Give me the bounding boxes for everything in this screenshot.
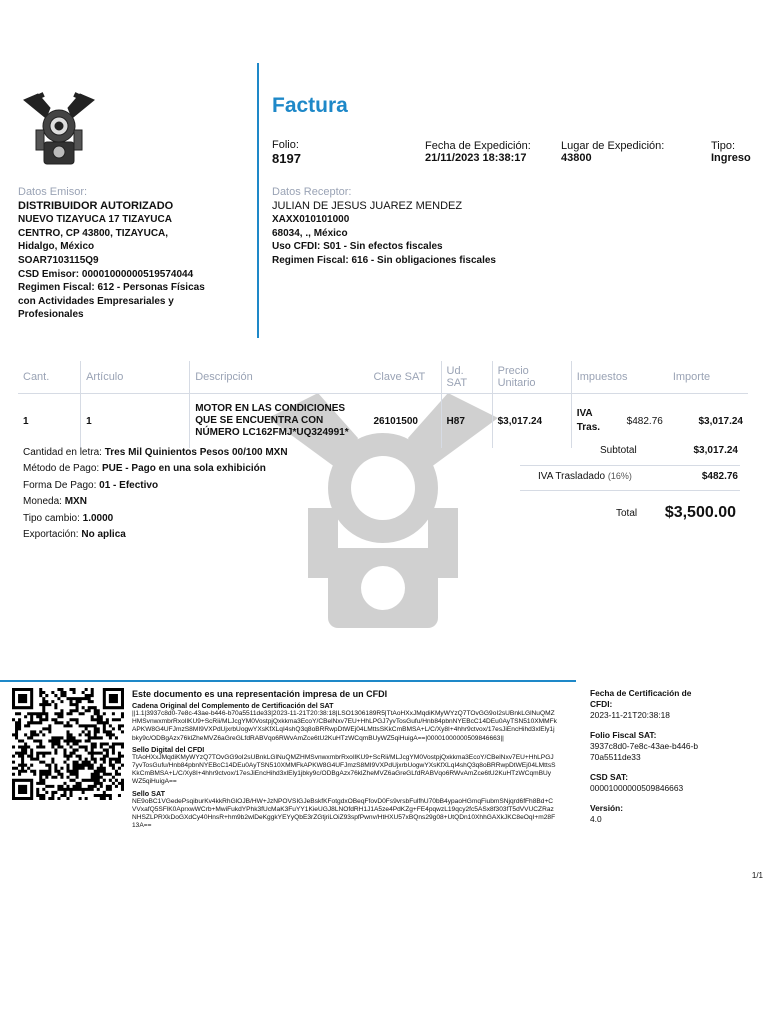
lugar-value: 43800 [561,152,592,164]
fecha-cell [425,140,531,164]
total-row [520,500,740,530]
qr-code [12,688,124,800]
iva-label: IVA Trasladado [538,471,606,482]
folio-value: 8197 [272,151,301,166]
impuesto-nombre: IVA Tras. [576,408,601,433]
cfdi-details [132,689,557,830]
emisor-csd: CSD Emisor: 00001000000519574044 [18,268,194,280]
folio-fiscal-label: Folio Fiscal SAT: [590,730,657,740]
cantidad-letra-value: Tres Mil Quinientos Pesos 00/100 MXN [104,447,288,458]
csd-sat-label: CSD SAT: [590,772,628,782]
footer-heading: Este documento es una representación impresa de un CFDI [132,689,388,699]
emisor-rfc: SOAR7103115Q9 [18,254,99,266]
fecha-value: 21/11/2023 18:38:17 [425,152,527,164]
tipo-label: Tipo: [711,140,736,152]
col-cant: Cant. [18,361,81,394]
csd-sat-value: 00001000000509846663 [590,783,684,793]
cadena-value: ||1.1|3937c8d0-7e8c-43ae-b446-b70a5511de33|2023-11-21T20:38:18|LSO1306189R5|TtAoHXxJMqdiKMyWYzQ7TOvGG9oI2sUBnkLGlNuQMZHMSvnwxmbrRxoIlKU9+ScRii/MLJcgYM0VostpjQxkkma3EcoY/CBelNxv7EU+HhLPGJ7yvTosGufu/Hnb84pbnNYEBcC14DEu0AyTSN510XMMFkAPKW8G4UFJmzS8MI9VXPdUjxrbUogwYXsKfXLqI4shQ3q8oBRRwpDtWEj04LMttsSKkCmBMSA+L/C/Xy8I+4hhr9ctvox/17esJiEncHihd3xlEly1jbky9c/ODBgAzx76klZheMVZ6aGreGLfdRABVqo6RWvAmZce6tU2KuHTzWCqmBUyWZ5qiHuigA==|00001000000509846663|| [132,710,557,742]
header-divider [257,63,259,338]
total-value: $3,500.00 [664,504,736,521]
col-precio: Precio Unitario [492,361,571,394]
items-table [18,361,748,448]
sello-sat-value: NE9oBC1VGedePsqiburKv4kkRhGlOJB/HW+JzNPOVSIGJeBskfKFotgdxOBeqFfovD0Fs9vrsbFulfhU70bB4ypaoHGmqFiubmSNjqrd6fFh8Bd+CVVxafQ5SFlK0AprxwWCrb+MwiFukdYPhk3fUcMaK3FuYY1KieUGJ8LNOfdRH1J1A5ze4PdKZg+FE4pqwzL19qcy2fc5ASx8f303fT5dVVUCZRazNHSZLPRXkDoGXdCy40HnsR+hm9b2wlDeKggkYEYyQbE3rZGtjriLOiZ93spfPwnv/HtHXU57xBQns29g08+UtQDn10XhhGAXkJKC8eOqI+m28F13A== [132,797,556,830]
page-number: 1/1 [751,871,763,880]
tipo-cambio-value: 1.0000 [82,512,114,524]
emisor-direccion2: CENTRO, CP 43800, TIZAYUCA, [18,227,169,239]
forma-value: 01 - Efectivo [99,479,159,491]
table-header-row [18,361,748,394]
col-articulo: Artículo [81,361,190,394]
fecha-label: Fecha de Expedición: [425,140,531,152]
cell-clave: 26101500 [373,415,418,427]
sello-cfdi-label: Sello Digital del CFDI [132,744,205,754]
emisor-regimen1: Regimen Fiscal: 612 - Personas Físicas [18,282,205,294]
cantidad-letra-label: Cantidad en letra: [23,447,102,458]
lugar-label: Lugar de Expedición: [561,140,665,152]
certification-block [590,688,700,825]
receptor-nombre: JULIAN DE JESUS JUAREZ MENDEZ [272,199,463,212]
receptor-rfc: XAXX010101000 [272,214,350,226]
emisor-regimen2: con Actividades Empresariales y [18,295,174,307]
cert-fecha-value: 2023-11-21T20:38:18 [590,710,670,720]
page-title: Factura [272,94,348,117]
emisor-block [18,186,243,322]
folio-cell [272,139,301,166]
emisor-direccion3: Hidalgo, México [18,241,95,253]
receptor-block [272,186,572,268]
summary-block [23,445,288,543]
tipo-cell [711,140,751,164]
receptor-regimen: Regimen Fiscal: 616 - Sin obligaciones fiscales [272,254,496,266]
engine-logo [20,90,98,170]
lugar-cell [561,140,664,164]
col-importe: Importe [668,361,748,394]
exportacion-label: Exportación: [23,529,79,541]
col-clave: Clave SAT [368,361,441,394]
iva-rate: (16%) [607,471,632,481]
cell-importe: $3,017.24 [698,415,743,427]
iva-row [520,465,740,491]
emisor-direccion1: NUEVO TIZAYUCA 17 TIZAYUCA [18,214,172,226]
cadena-label: Cadena Original del Complemento de Certificación del SAT [132,701,334,710]
receptor-uso: Uso CFDI: S01 - Sin efectos fiscales [272,241,443,253]
emisor-regimen3: Profesionales [18,309,84,321]
impuesto-monto: $482.76 [626,415,663,427]
subtotal-label: Subtotal [600,445,637,456]
cert-fecha-label: Fecha de Certificación de CFDI: [590,688,692,709]
cell-precio: $3,017.24 [492,394,571,449]
metodo-label: Método de Pago: [23,463,100,475]
subtotal-value: $3,017.24 [693,445,738,456]
receptor-label: Datos Receptor: [272,186,352,198]
forma-label: Forma De Pago: [23,479,97,491]
metodo-value: PUE - Pago en una sola exhibición [101,463,266,475]
version-value: 4.0 [590,814,602,824]
col-impuestos: Impuestos [571,361,668,394]
subtotal-row [520,440,740,466]
folio-fiscal-value: 3937c8d0-7e8c-43ae-b446-b70a5511de33 [590,741,699,762]
version-label: Versión: [590,803,624,813]
cell-cant: 1 [23,415,29,427]
total-label: Total [616,508,638,519]
emisor-label: Datos Emisor: [18,186,88,198]
cell-unidad: H87 [441,394,492,449]
folio-label: Folio: [272,139,299,151]
sello-sat-label: Sello SAT [132,788,166,798]
tipo-value: Ingreso [711,152,751,164]
col-descripcion: Descripción [190,361,369,394]
moneda-value: MXN [64,496,87,508]
cell-descripcion: MOTOR EN LAS CONDICIONES QUE SE ENCUENTRA CON NÚMERO LC162FMJ*UQ324991* [190,394,369,449]
exportacion-value: No aplica [81,529,126,541]
iva-value: $482.76 [701,471,738,482]
tipo-cambio-label: Tipo cambio: [23,512,80,524]
moneda-label: Moneda: [23,496,62,508]
footer-divider [0,680,576,682]
receptor-direccion: 68034, ., México [272,227,348,239]
cell-articulo: 1 [81,394,190,449]
sello-cfdi-value: TtAoHXxJMqdiKMyWYzQ7TOvGG9oI2sUBnkLGlNuQMZHMSvnwxmbrRxoIlKU9+ScRii/MLJcgYM0VostpjQxkkma3EcoY/CBelNxv7EU+HhLPGJ7yvTosGufu/Hnb84pbnNYEBcC14DEu0AyTSN510XMMFkAPKW8G4UFJmzS8MI9VXPdUjxrbUogwYXsKfXLqI4shQ3q8oBRRwpDtWEj04LMttsSKkCmBMSA+L/C/Xy8I+4hhr9ctvox/17esJiEncHihd3xlEly1jbky9c/ODBgAzx76klZheMVZ6aGreGLfdRABVqo6RWvAmZce6tU2KuHTzWCqmBUyWZ5qiHuigA== [132,753,556,786]
emisor-nombre: DISTRIBUIDOR AUTORIZADO [18,199,174,212]
col-unidad: Ud. SAT [441,361,492,394]
